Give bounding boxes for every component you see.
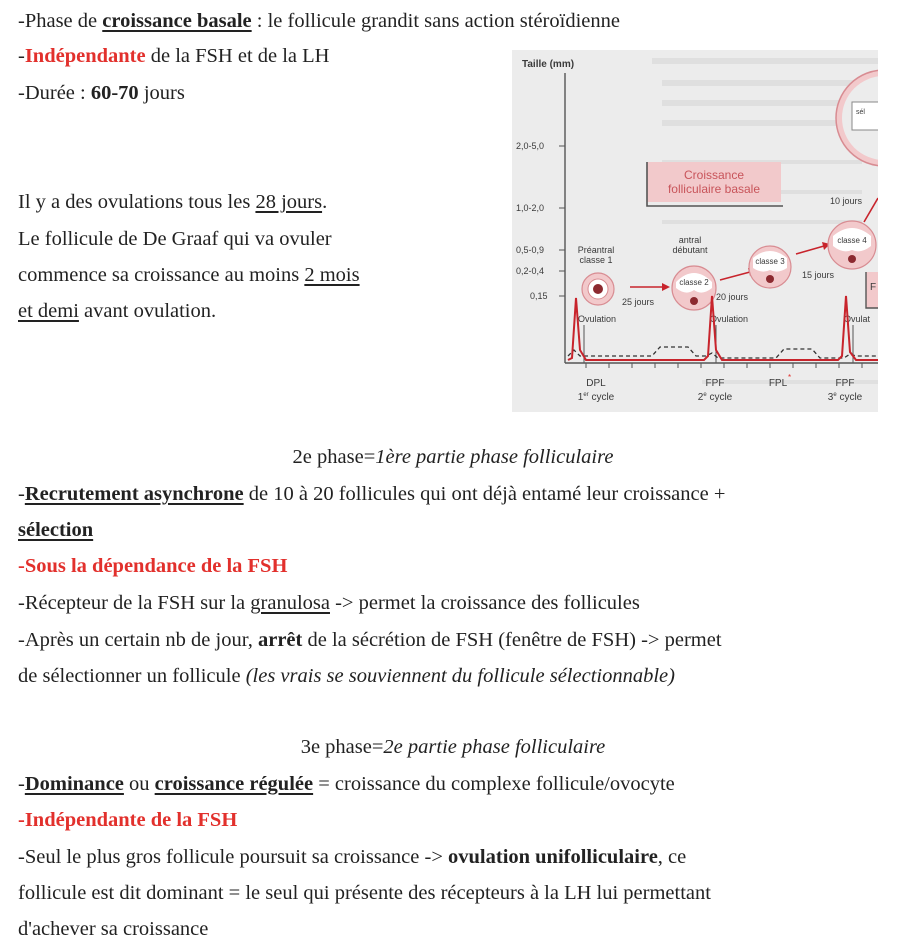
phase-2-subtitle: 1ère partie phase folliculaire [375, 446, 614, 468]
ovulation-frequency-line [18, 189, 327, 215]
text: avant ovulation. [78, 300, 217, 322]
y-tick-label: 0,2-0,4 [516, 266, 545, 276]
text: d'achever sa croissance [18, 918, 209, 940]
text: . [322, 191, 328, 213]
stage-label: antral [678, 235, 702, 245]
diagram-svg [512, 50, 878, 412]
duration-underlined: et demi [18, 300, 79, 322]
y-axis-title: Taille (mm) [522, 59, 575, 70]
x-label-cycle: 2e cycle [697, 392, 733, 403]
lh-curve [568, 296, 878, 360]
x-label-cycle: 3e cycle [827, 392, 863, 403]
text: : le follicule grandit sans action stéroïdienne [251, 10, 620, 32]
growth-arrow [864, 198, 878, 222]
basal-growth-label: folliculaire basale [667, 182, 761, 196]
text: de 10 à 20 follicules qui ont déjà entamé leur croissance + [243, 483, 726, 505]
text: -Seul le plus gros follicule poursuit sa croissance -> [18, 846, 449, 868]
selection-label-box [852, 102, 878, 130]
x-label: FPL [768, 378, 788, 389]
text: -> permet la croissance des follicules [329, 592, 640, 614]
text: ou [123, 773, 155, 795]
text: - [18, 45, 25, 67]
text: de sélectionner un follicule [18, 665, 246, 687]
stage-label: classe 1 [579, 255, 613, 265]
duration-label: 20 jours [716, 292, 749, 302]
lh-receptor-line [18, 880, 711, 906]
cut-box-letter: F [870, 282, 877, 293]
keyword-dominance: Dominance [24, 773, 124, 795]
follicular-growth-diagram [512, 50, 878, 412]
text: , ce [657, 846, 687, 868]
fsh-arrest-line [18, 627, 722, 653]
stage-label: débutant [672, 245, 708, 255]
growth-start-line [18, 262, 360, 288]
text: Le follicule de De Graaf qui va ovuler [18, 228, 332, 250]
keyword-independante: Indépendante [24, 45, 146, 67]
oocyte [848, 255, 856, 263]
text: - [18, 483, 25, 505]
ovulation-label: Ovulation [578, 314, 617, 324]
duration-underlined: 2 mois [304, 264, 360, 286]
keyword-arret: arrêt [257, 629, 303, 651]
text: -Après un certain nb de jour, [18, 629, 258, 651]
basal-growth-line [18, 8, 620, 34]
text: 3e phase= [300, 736, 384, 758]
text: -Phase de [18, 10, 103, 32]
duration-label: 25 jours [622, 297, 655, 307]
text: follicule est dit dominant = le seul qui présente des récepteurs à la LH lui permettant [18, 882, 711, 904]
growth-arrow [720, 272, 750, 280]
phase-2-heading [0, 444, 906, 470]
cycle-length: 28 jours [255, 191, 323, 213]
before-ovulation-line [18, 298, 216, 324]
x-label-cycle: 1er cycle [577, 392, 615, 403]
text: jours [138, 82, 185, 104]
ovulation-label: Ovulation [710, 314, 749, 324]
recruitment-line [18, 481, 725, 507]
duration-label: 15 jours [802, 270, 835, 280]
oocyte [766, 275, 774, 283]
y-tick-label: 0,15 [530, 291, 548, 301]
keyword-granulosa: granulosa [250, 592, 330, 614]
phase-3-heading [0, 734, 906, 760]
follicle-inner-label: classe 4 [837, 236, 867, 245]
keyword-croissance-basale: croissance basale [102, 10, 252, 32]
fsh-curve [568, 347, 878, 358]
fpl-marker: * [788, 373, 792, 382]
duration-label: 10 jours [830, 196, 863, 206]
text: de la FSH et de la LH [145, 45, 330, 67]
x-label: FPF [705, 378, 725, 389]
selection-label: sél [856, 109, 865, 116]
keyword-recrutement: Recrutement asynchrone [24, 483, 244, 505]
independence-line [18, 43, 329, 69]
ovulation-label: Ovulat [844, 314, 871, 324]
text: = croissance du complexe follicule/ovocyte [313, 773, 675, 795]
y-tick-label: 1,0-2,0 [516, 203, 545, 213]
text: commence sa croissance au moins [18, 264, 305, 286]
fsh-receptor-line [18, 590, 640, 616]
fsh-independence-line: -Indépendante de la FSH [18, 809, 238, 831]
text: -Récepteur de la FSH sur la [18, 592, 251, 614]
follicle-inner-label: classe 3 [755, 257, 785, 266]
x-label: FPF [835, 378, 855, 389]
selection-line [18, 517, 93, 543]
stage-label: Préantral [577, 245, 615, 255]
follicle-inner-label: classe 2 [679, 278, 709, 287]
oocyte [690, 297, 698, 305]
duration-value: 60-70 [90, 82, 139, 104]
x-label: DPL [586, 378, 606, 389]
duration-line [18, 80, 185, 106]
fsh-dependence-line: -Sous la dépendance de la FSH [18, 555, 288, 577]
aside-note: (les vrais se souviennent du follicule sélectionnable) [245, 665, 675, 687]
phase-3-subtitle: 2e partie phase folliculaire [383, 736, 606, 758]
dominance-line [18, 771, 675, 797]
text: -Durée : [18, 82, 91, 104]
keyword-selection: sélection [18, 519, 94, 541]
arrow-head [662, 283, 670, 291]
y-tick-label: 0,5-0,9 [516, 245, 545, 255]
text: 2e phase= [292, 446, 376, 468]
y-tick-label: 2,0-5,0 [516, 141, 545, 151]
growth-arrow [796, 246, 824, 254]
text: Il y a des ovulations tous les [18, 191, 256, 213]
basal-growth-label: Croissance [683, 168, 745, 182]
dominant-follicle-line [18, 844, 686, 870]
keyword-croissance-regulee: croissance régulée [154, 773, 314, 795]
text: - [18, 773, 25, 795]
keyword-ovulation-unifolliculaire: ovulation unifolliculaire [448, 846, 658, 868]
oocyte [593, 284, 603, 294]
growth-completion-line [18, 916, 208, 942]
x-ticks [586, 363, 862, 368]
text: de la sécrétion de FSH (fenêtre de FSH) -> permet [302, 629, 722, 651]
follicle-selection-line [18, 663, 675, 689]
de-graaf-line [18, 226, 332, 252]
